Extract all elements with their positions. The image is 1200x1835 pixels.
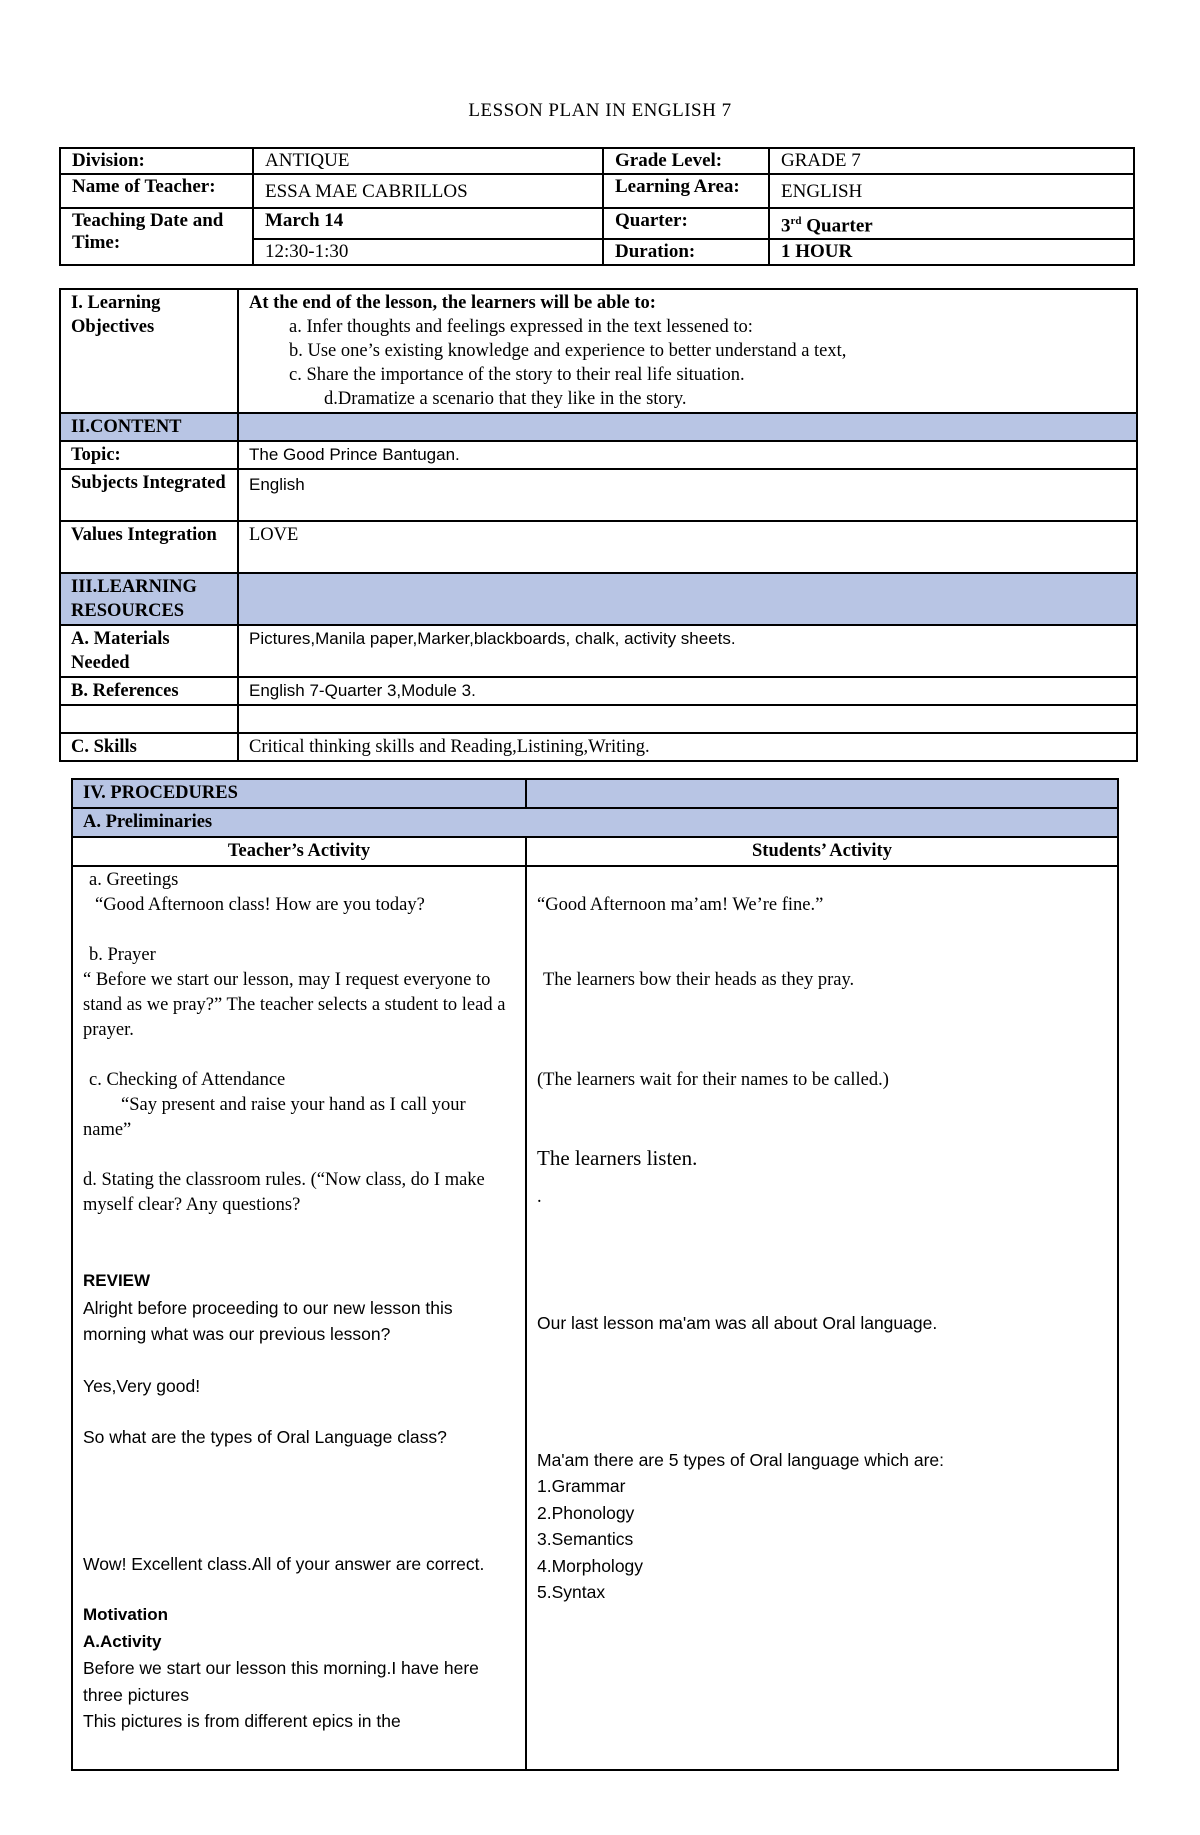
date-value: March 14 — [253, 208, 603, 239]
content-section: II.CONTENT — [60, 413, 238, 441]
grade-label: Grade Level: — [603, 148, 769, 174]
objective-item: a. Infer thoughts and feelings expressed in the text lessened to: — [289, 317, 753, 337]
area-value: ENGLISH — [769, 174, 1134, 208]
division-value: ANTIQUE — [253, 148, 603, 174]
topic-label: Topic: — [60, 441, 238, 469]
grade-value: GRADE 7 — [769, 148, 1134, 174]
date-label: Teaching Date and Time: — [60, 208, 253, 265]
skills-value: Critical thinking skills and Reading,Listining,Writing. — [238, 733, 1137, 761]
quarter-label: Quarter: — [603, 208, 769, 239]
duration-label: Duration: — [603, 239, 769, 265]
procedures-section-fill — [526, 779, 1118, 808]
area-label: Learning Area: — [603, 174, 769, 208]
empty-cell — [238, 705, 1137, 733]
procedures-table — [71, 778, 1119, 1771]
teacher-activity-header: Teacher’s Activity — [72, 837, 526, 866]
duration-value: 1 HOUR — [769, 239, 1134, 265]
references-value: English 7-Quarter 3,Module 3. — [238, 677, 1137, 705]
materials-value: Pictures,Manila paper,Marker,blackboards, chalk, activity sheets. — [238, 625, 1137, 677]
materials-label: A. Materials Needed — [60, 625, 238, 677]
procedures-section: IV. PROCEDURES — [72, 779, 526, 808]
quarter-value: 3rd Quarter — [769, 208, 1134, 239]
resources-section-fill — [238, 573, 1137, 625]
resources-section: III.LEARNING RESOURCES — [60, 573, 238, 625]
objectives-label: I. Learning Objectives — [60, 289, 238, 413]
values-value: LOVE — [238, 521, 1137, 573]
student-activity-header: Students’ Activity — [526, 837, 1118, 866]
lesson-content-table — [59, 288, 1138, 762]
references-label: B. References — [60, 677, 238, 705]
subjects-label: Subjects Integrated — [60, 469, 238, 521]
objectives-cell — [238, 289, 1137, 413]
objective-item: b. Use one’s existing knowledge and experience to better understand a text, — [289, 341, 847, 361]
objective-item: c. Share the importance of the story to their real life situation. — [289, 365, 745, 385]
skills-label: C. Skills — [60, 733, 238, 761]
topic-value: The Good Prince Bantugan. — [238, 441, 1137, 469]
content-section-fill — [238, 413, 1137, 441]
objective-item: d.Dramatize a scenario that they like in the story. — [324, 389, 687, 409]
lesson-info-table — [59, 147, 1135, 266]
objectives-intro: At the end of the lesson, the learners will be able to: — [249, 293, 656, 313]
subjects-value: English — [238, 469, 1137, 521]
teacher-value: ESSA MAE CABRILLOS — [253, 174, 603, 208]
teacher-activity-cell: a. Greetings “Good Afternoon class! How are you today? b. Prayer “ Before we start our lesson, may I request everyone to stand as we pray?” The teacher selects a student to lead a prayer. c. Checking of Attendance “Say present and raise your hand as I call your name” d. Stating the classroom rules. (“Now class, do I make myself clear? Any questions? REVIEW Alright before proceeding to our new lesson this morning what was our previous lesson? Yes,Very good! So what are the types of Oral Language class? Wow! Excellent class.All of your answer are correct. Motivation A.Activity Before we start our lesson this morning.I have here three pictures This pictures is from different epics in the — [72, 866, 526, 1770]
division-label: Division: — [60, 148, 253, 174]
document-title: LESSON PLAN IN ENGLISH 7 — [468, 100, 732, 121]
preliminaries-row: A. Preliminaries — [72, 808, 1118, 837]
values-label: Values Integration — [60, 521, 238, 573]
teacher-label: Name of Teacher: — [60, 174, 253, 208]
time-value: 12:30-1:30 — [253, 239, 603, 265]
student-activity-cell: “Good Afternoon ma’am! We’re fine.” The learners bow their heads as they pray. (The learners wait for their names to be called.) The learners listen. . Our last lesson ma'am was all about Oral language. Ma'am there are 5 types of Oral language which are: 1.Grammar 2.Phonology 3.Semantics 4.Morphology 5.Syntax — [526, 866, 1118, 1770]
empty-cell — [60, 705, 238, 733]
